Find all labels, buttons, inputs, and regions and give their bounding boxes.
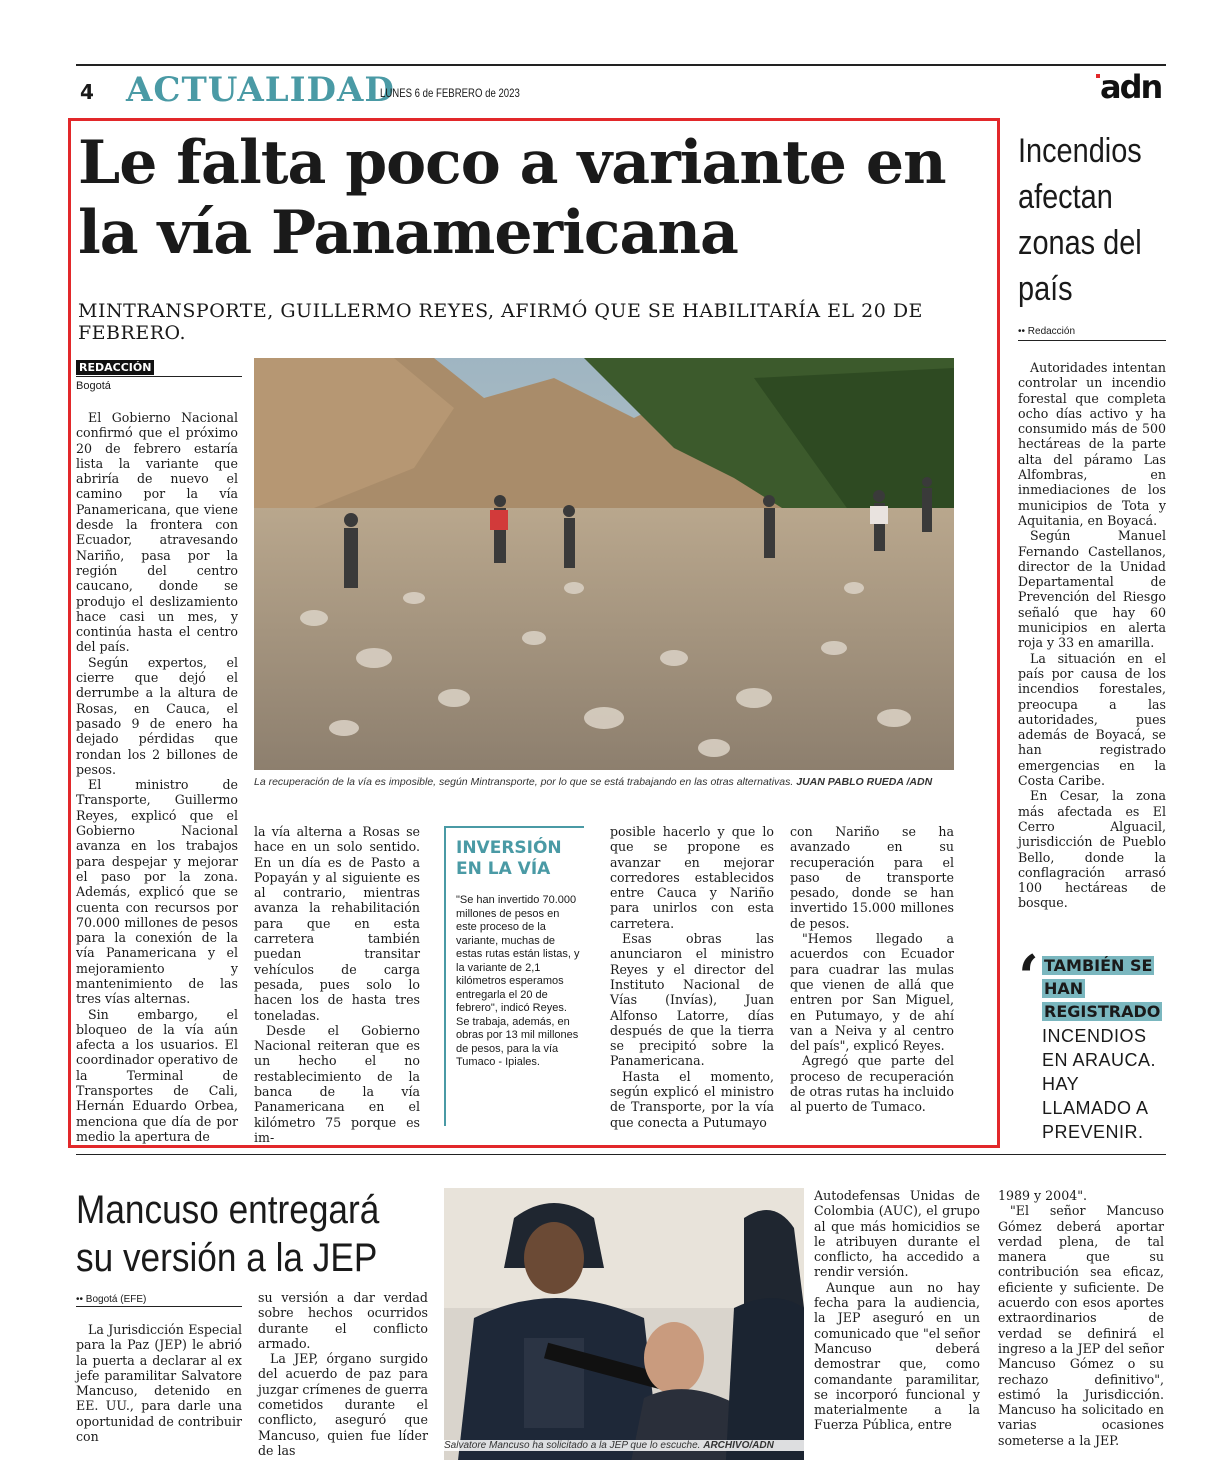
paragraph: la vía alterna a Rosas se hace en un solo sentido. En un día es de Pasto a Popayán y al siguiente es al contrario, mientras avanza la rehabilitación para que en esta carretera también puedan transitar vehículos de carga pesada, pues solo lo hacen los de hasta tres toneladas. <box>254 824 420 1023</box>
main-column-1 <box>76 410 238 1144</box>
paragraph: La Jurisdicción Especial para la Paz (JEP) le abrió la puerta a declarar al ex jefe paramilitar Salvatore Mancuso, detenido en EE. UU., para darle una oportunidad de contribuir con <box>76 1322 242 1445</box>
second-photo-caption <box>444 1440 804 1451</box>
quote-mark-icon: ‘ <box>1018 943 1039 1013</box>
caption-text: Salvatore Mancuso ha solicitado a la JEP que lo escuche. <box>444 1440 701 1451</box>
also-registered-text: INCENDIOS EN ARAUCA. HAY LLAMADO A PREVENIR. <box>1042 1026 1157 1142</box>
paragraph: posible hacerlo y que lo que se propone es avanzar en mejorar corredores establecidos entre Cauca y Nariño para unirlos con esta carretera. <box>610 824 774 931</box>
caption-text: La recuperación de la vía es imposible, según Mintransporte, por lo que se está trabajando en las otras alternativas. <box>254 776 794 788</box>
mancuso-photo <box>444 1188 804 1460</box>
paragraph: Sin embargo, el bloqueo de la vía aún afecta a los usuarios. El coordinador operativo de la Terminal de Transportes de Cali, Hernán Eduardo Orbea, menciona que día de por medio la apertura de <box>76 1006 238 1144</box>
main-subhead: MINTRANSPORTE, GUILLERMO REYES, AFIRMÓ QUE SE HABILITARÍA EL 20 DE FEBRERO. <box>78 300 923 344</box>
second-column-3 <box>814 1188 980 1433</box>
investment-box-text: "Se han invertido 70.000 millones de pesos en este proceso de la variante, muchas de estas rutas están listas, y la variante de 2,1 kilómetros esperamos entregarla el 20 de febrero", indicó Reyes. Se trabaja, además, en obras por 13 mil millones de pesos, para la vía Tumaco - Ipiales. <box>456 894 580 1068</box>
paragraph: Según expertos, el cierre que dejó el derrumbe a la altura de Rosas, en Cauca, el pasado 9 de enero ha dejado pérdidas que rondan los 2 billones de pesos. <box>76 654 238 777</box>
page-number: 4 <box>80 80 94 104</box>
also-line: TAMBIÉN SE <box>1044 956 1153 975</box>
paragraph: El ministro de Transporte, Guillermo Reyes, explicó que el Gobierno Nacional avanza en los trabajos para despejar y mejorar el paso por la zona. Además, explicó que se cuenta con recursos por 70.000 millones de pesos para la conexión de la vía Panamericana y el mejoramiento y mantenimiento de las tres vías alternas. <box>76 777 238 1007</box>
paragraph: Hasta el momento, según explicó el ministro de Transporte, por la vía que conecta a Putumayo <box>610 1068 774 1130</box>
paragraph: Desde el Gobierno Nacional reiteran que es un hecho el no restablecimiento de la banca de la vía Panamericana en el kilómetro 75 porque es im- <box>254 1022 420 1145</box>
paragraph: su versión a dar verdad sobre hechos ocurridos durante el conflicto armado. <box>258 1290 428 1351</box>
main-column-4 <box>790 824 954 1115</box>
main-column-2 <box>254 824 420 1145</box>
also-registered-label <box>1042 954 1168 1023</box>
side-byline: •• Redacción <box>1018 326 1076 337</box>
paragraph: El Gobierno Nacional confirmó que el próximo 20 de febrero estaría lista la variante que abriría de nuevo el camino por la vía Panamericana, que viene desde la frontera con Ecuador, atravesando Nariño, pasa por la región del centro caucano, donde se produjo el deslizamiento hace casi un mes, y continúa hasta el centro del país. <box>76 410 238 655</box>
header-rule <box>76 64 1166 66</box>
paragraph: La JEP, órgano surgido del acuerdo de paz para juzgar crímenes de guerra cometidos durante el conflicto, aseguró que Mancuso, quien fue líder de las <box>258 1351 428 1458</box>
second-column-1 <box>76 1322 242 1444</box>
paragraph: 1989 y 2004". <box>998 1188 1088 1203</box>
second-byline: •• Bogotá (EFE) <box>76 1294 147 1305</box>
paragraph: Agregó que parte del proceso de recuperación de otras rutas ha incluido al puerto de Tumaco. <box>790 1053 954 1115</box>
adn-logo: adn <box>1100 68 1162 106</box>
paragraph: Según Manuel Fernando Castellanos, director de la Unidad Departamental de Prevención del Riesgo señaló que hay 60 municipios en alerta roja y 33 en amarilla. <box>1018 528 1166 651</box>
paragraph: "Hemos llegado a acuerdos con Ecuador para cuadrar las mulas que vienen de allá que entren por San Miguel, en Putumayo, y de ahí van a Neiva y al centro del país", explicó Reyes. <box>790 931 954 1054</box>
paragraph: Esas obras las anunciaron el ministro Reyes y el director del Instituto Nacional de Vías (Invías), Juan Alfonso Latorre, días después de que la tierra se precipitó sobre la Panamericana. <box>610 931 774 1069</box>
side-byline-rule <box>1018 340 1166 341</box>
byline-rule <box>76 376 242 377</box>
also-line: REGISTRADO <box>1044 1002 1161 1021</box>
photo-credit: ARCHIVO/ADN <box>703 1440 774 1451</box>
side-column <box>1018 360 1166 911</box>
side-headline: Incendios afectan zonas del país <box>1018 132 1142 308</box>
second-byline-rule <box>76 1306 242 1307</box>
landslide-photo <box>254 358 954 770</box>
issue-date: LUNES 6 de FEBRERO de 2023 <box>380 86 520 100</box>
investment-box-title: INVERSIÓN EN LA VÍA <box>456 838 562 879</box>
paragraph: Autoridades intentan controlar un incendio forestal que completa ocho días activo y ha consumido más de 500 hectáreas de la parte alta del páramo Las Alfombras, en inmediaciones de los municipios de Tota y Aquitania, en Boyacá. <box>1018 360 1166 528</box>
second-column-2 <box>258 1290 428 1458</box>
photo-caption <box>254 776 954 788</box>
main-byline: REDACCIÓN <box>76 360 154 375</box>
also-line: HAN <box>1044 979 1084 998</box>
main-column-3 <box>610 824 774 1130</box>
second-column-4 <box>998 1188 1164 1448</box>
section-separator <box>76 1154 1166 1155</box>
paragraph: "El señor Mancuso Gómez deberá aportar verdad plena, de tal manera que su contribución sea eficaz, eficiente y suficiente. De acuerdo con esos aportes extraordinarios de verdad se definirá el ingreso a la JEP del señor Mancuso Gómez o su rechazo definitivo", estimó la Jurisdicción. Mancuso ha solicitado en varias ocasiones someterse a la JEP. <box>998 1203 1164 1448</box>
main-headline: Le falta poco a variante en la vía Panamericana <box>78 128 946 268</box>
second-headline: Mancuso entregará su versión a la JEP <box>76 1188 380 1280</box>
paragraph: En Cesar, la zona más afectada es El Cerro Alguacil, jurisdicción de Pueblo Bello, donde la conflagración arrasó 100 hectáreas de bosque. <box>1018 788 1166 911</box>
paragraph: Autodefensas Unidas de Colombia (AUC), el grupo al que más homicidios se le atribuyen durante el conflicto, ha accedido a rendir versión. <box>814 1188 980 1280</box>
paragraph: con Nariño se ha avanzado en su recuperación para el paso de transporte pesado, donde se han invertido 15.000 millones de pesos. <box>790 824 954 931</box>
paragraph: Aunque aun no hay fecha para la audiencia, la JEP aseguró en un comunicado que "el señor Mancuso deberá demostrar que, como comandante paramilitar, se incorporó funcional y materialmente a la Fuerza Pública, entre <box>814 1279 980 1433</box>
photo-credit: JUAN PABLO RUEDA /ADN <box>796 776 933 788</box>
main-city: Bogotá <box>76 380 111 392</box>
section-title: ACTUALIDAD <box>126 70 395 110</box>
paragraph: La situación en el país por causa de los incendios forestales, preocupa a las autoridades, pues además de Boyacá, se han registrado emergencias en la Costa Caribe. <box>1018 650 1166 789</box>
